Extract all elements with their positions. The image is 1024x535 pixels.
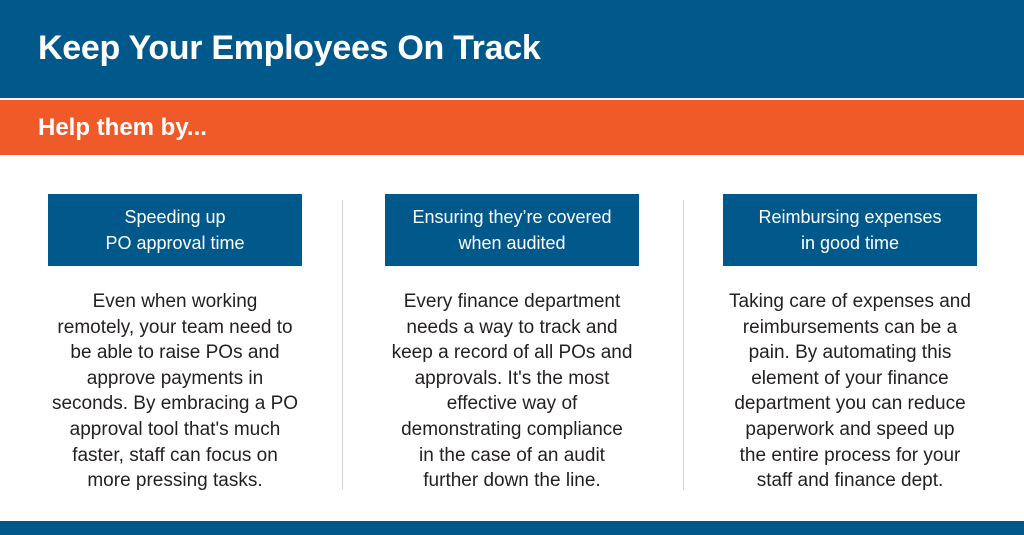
body-line: faster, staff can focus on — [72, 444, 278, 466]
column-reimbursement — [700, 194, 1000, 494]
body-line: needs a way to track and — [406, 316, 618, 338]
column-heading-line: Reimbursing expenses — [758, 207, 942, 227]
body-line: be able to raise POs and — [70, 342, 280, 364]
column-po-approval — [25, 194, 325, 494]
body-line: Taking care of expenses and — [729, 291, 971, 312]
column-heading-line: when audited — [458, 233, 566, 253]
subheader-band — [0, 100, 1024, 155]
column-divider — [342, 200, 343, 490]
body-line: Even when working — [92, 291, 258, 312]
body-line: pain. By automating this — [748, 342, 952, 364]
column-heading-line: PO approval time — [105, 233, 245, 253]
body-line: in the case of an audit — [419, 444, 605, 466]
body-line: department you can reduce — [734, 393, 966, 415]
column-body-text — [362, 289, 662, 494]
body-line: approvals. It's the most — [414, 367, 610, 389]
footer-strip — [0, 521, 1024, 535]
subheader-title: Help them by... — [38, 114, 207, 141]
body-line: approve payments in — [86, 367, 264, 389]
body-line: remotely, your team need to — [57, 316, 293, 338]
body-line: more pressing tasks. — [87, 470, 263, 492]
body-line: effective way of — [446, 393, 578, 415]
column-heading-line: Speeding up — [124, 207, 226, 227]
column-divider — [683, 200, 684, 490]
body-line: seconds. By embracing a PO — [51, 393, 299, 415]
column-audit-coverage — [362, 194, 662, 494]
body-line: the entire process for your — [739, 444, 961, 466]
column-body-text — [700, 289, 1000, 494]
page-title: Keep Your Employees On Track — [38, 29, 541, 67]
body-line: approval tool that's much — [69, 418, 281, 440]
body-line: demonstrating compliance — [401, 418, 623, 440]
body-line: staff and finance dept. — [756, 470, 944, 492]
column-heading-line: in good time — [800, 233, 900, 253]
body-line: element of your finance — [751, 367, 949, 389]
column-heading-line: Ensuring they’re covered — [412, 207, 612, 227]
column-heading-box — [723, 194, 977, 266]
body-line: Every finance department — [403, 291, 621, 312]
body-line: paperwork and speed up — [745, 418, 955, 440]
column-heading-box — [385, 194, 639, 266]
body-line: keep a record of all POs and — [391, 342, 633, 364]
body-line: further down the line. — [423, 470, 601, 492]
column-heading-box — [48, 194, 302, 266]
header-banner — [0, 0, 1024, 98]
column-body-text — [25, 289, 325, 494]
body-line: reimbursements can be a — [742, 316, 958, 338]
